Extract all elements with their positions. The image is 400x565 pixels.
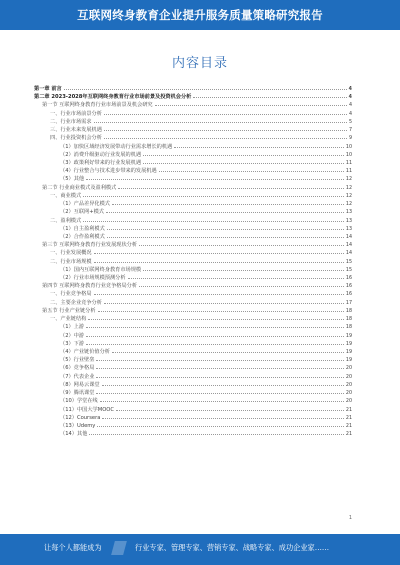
toc-leader-dots — [94, 119, 347, 123]
toc-entry-page: 18 — [345, 317, 352, 323]
toc-entry-label: 一、产业链结构 — [50, 316, 87, 323]
toc-leader-dots — [83, 193, 344, 197]
toc-entry-page: 7 — [348, 128, 352, 134]
toc-entry[interactable] — [34, 159, 352, 167]
toc-leader-dots — [118, 185, 344, 189]
toc-leader-dots — [139, 283, 344, 287]
toc-entry-label: （1）国内互联网终身教育市场规模 — [60, 266, 142, 273]
toc-entry-label: 一、行业发展概况 — [50, 250, 92, 257]
toc-entry-page: 11 — [345, 169, 352, 175]
toc-leader-dots — [112, 349, 344, 353]
toc-entry-page: 20 — [345, 366, 352, 372]
toc-entry[interactable] — [34, 225, 352, 233]
toc-entry-page: 21 — [345, 415, 352, 421]
toc-entry-label: （7）代表企业 — [60, 373, 95, 380]
toc-leader-dots — [94, 250, 344, 254]
toc-entry-page: 14 — [345, 251, 352, 257]
toc-leader-dots — [86, 324, 344, 328]
table-of-contents — [34, 85, 352, 438]
toc-leader-dots — [96, 374, 343, 378]
toc-entry[interactable] — [34, 307, 352, 315]
toc-entry[interactable] — [34, 315, 352, 323]
toc-leader-dots — [193, 94, 346, 98]
toc-leader-dots — [83, 218, 344, 222]
toc-entry-page: 4 — [348, 111, 352, 117]
toc-entry[interactable] — [34, 389, 352, 397]
toc-entry[interactable] — [34, 101, 352, 109]
toc-entry-label: 二、盈利模式 — [50, 217, 82, 224]
toc-entry-page: 20 — [345, 391, 352, 397]
toc-leader-dots — [98, 308, 344, 312]
page-number: 1 — [348, 515, 352, 521]
toc-leader-dots — [139, 242, 344, 246]
toc-leader-dots — [104, 127, 347, 131]
toc-leader-dots — [96, 390, 343, 394]
footer-slogan-right: 行业专家、管理专家、营销专家、战略专家、成功企业家…… — [135, 543, 330, 552]
toc-entry-page: 12 — [345, 202, 352, 208]
toc-leader-dots — [143, 267, 344, 271]
toc-entry[interactable] — [34, 323, 352, 331]
toc-entry[interactable] — [34, 249, 352, 257]
toc-entry-page: 18 — [345, 308, 352, 314]
toc-entry-label: 三、行业未来发展机遇 — [50, 127, 102, 134]
toc-leader-dots — [174, 144, 344, 148]
toc-leader-dots — [159, 168, 344, 172]
toc-entry-label: （4）行业整合与技术进步带来的发展机遇 — [60, 168, 157, 175]
toc-leader-dots — [86, 333, 344, 337]
toc-entry[interactable] — [34, 282, 352, 290]
report-header — [0, 0, 400, 30]
toc-entry-label: 第四节 互联网终身教育行业竞争格局分析 — [42, 283, 138, 290]
toc-entry-page: 20 — [345, 382, 352, 388]
toc-entry-label: （12）Coursera — [60, 414, 101, 421]
toc-entry-page: 21 — [345, 423, 352, 429]
toc-entry[interactable] — [34, 151, 352, 159]
toc-entry-label: （8）网易云课堂 — [60, 381, 100, 388]
toc-entry[interactable] — [34, 175, 352, 183]
toc-leader-dots — [94, 259, 344, 263]
toc-entry-label: 第一章 前言 — [34, 86, 62, 92]
toc-entry-label: （1）加快区域经济发展带动行业需求增长的机遇 — [60, 143, 173, 150]
toc-entry[interactable] — [34, 143, 352, 151]
footer-divider — [111, 541, 127, 555]
toc-entry-label: （5）其他 — [60, 176, 85, 183]
toc-entry-page: 9 — [348, 136, 352, 142]
toc-entry-label: （2）合作盈利模式 — [60, 233, 105, 240]
toc-entry-page: 21 — [345, 407, 352, 413]
toc-leader-dots — [104, 300, 344, 304]
toc-entry-label: （5）行业壁垒 — [60, 357, 95, 364]
toc-entry-label: 第二节 行业商业模式及盈利模式 — [42, 184, 117, 191]
toc-leader-dots — [116, 407, 344, 411]
toc-entry[interactable] — [34, 85, 352, 93]
toc-entry[interactable] — [34, 348, 352, 356]
toc-entry[interactable] — [34, 274, 352, 282]
toc-entry-page: 11 — [345, 160, 352, 166]
toc-leader-dots — [155, 102, 347, 106]
toc-leader-dots — [104, 135, 347, 139]
toc-entry[interactable] — [34, 241, 352, 249]
toc-entry-label: 一、行业市场前景分析 — [50, 110, 102, 117]
toc-entry[interactable] — [34, 356, 352, 364]
toc-entry-label: （2）消费升级驱动行业发展的机遇 — [60, 151, 142, 158]
toc-leader-dots — [107, 234, 344, 238]
toc-leader-dots — [96, 357, 343, 361]
toc-entry-label: （1）产品差异化模式 — [60, 201, 110, 208]
toc-entry[interactable] — [34, 430, 352, 438]
toc-entry[interactable] — [34, 110, 352, 118]
toc-entry-page: 10 — [345, 152, 352, 158]
toc-entry-page: 4 — [348, 103, 352, 109]
toc-entry-label: （14）其他 — [60, 431, 88, 438]
toc-entry-page: 17 — [345, 300, 352, 306]
toc-entry-page: 16 — [345, 284, 352, 290]
toc-entry[interactable] — [34, 192, 352, 200]
toc-leader-dots — [143, 152, 344, 156]
toc-entry[interactable] — [34, 406, 352, 414]
toc-entry-page: 20 — [345, 374, 352, 380]
toc-entry[interactable] — [34, 217, 352, 225]
toc-entry-label: （1）上游 — [60, 324, 85, 331]
toc-entry-page: 12 — [345, 177, 352, 183]
toc-entry-label: 一、商业模式 — [50, 192, 82, 199]
toc-entry[interactable] — [34, 233, 352, 241]
toc-leader-dots — [96, 365, 343, 369]
toc-entry-page: 13 — [345, 218, 352, 224]
toc-entry-page: 14 — [345, 243, 352, 249]
toc-heading: 内容目录 — [171, 56, 228, 71]
toc-entry[interactable] — [34, 167, 352, 175]
toc-leader-dots — [89, 431, 344, 435]
toc-entry-label: 第三节 互联网终身教育行业发展现状分析 — [42, 242, 138, 249]
toc-entry[interactable] — [34, 200, 352, 208]
toc-leader-dots — [86, 341, 344, 345]
toc-leader-dots — [107, 226, 344, 230]
toc-entry-label: （9）腾讯课堂 — [60, 390, 95, 397]
toc-leader-dots — [128, 275, 344, 279]
toc-entry-page: 4 — [348, 87, 352, 92]
toc-entry-page: 20 — [345, 399, 352, 405]
toc-leader-dots — [102, 415, 343, 419]
toc-entry-page: 16 — [345, 292, 352, 298]
toc-entry[interactable] — [34, 266, 352, 274]
toc-entry[interactable] — [34, 126, 352, 134]
toc-leader-dots — [112, 201, 344, 205]
toc-entry-page: 15 — [345, 259, 352, 265]
toc-entry[interactable] — [34, 93, 352, 101]
toc-entry-label: 第一节 互联网终身教育行业市场前景及机会研究 — [42, 102, 153, 109]
toc-entry-page: 12 — [345, 185, 352, 191]
toc-entry-page: 21 — [345, 432, 352, 438]
toc-entry[interactable] — [34, 364, 352, 372]
toc-entry-page: 10 — [345, 144, 352, 150]
toc-entry[interactable] — [34, 397, 352, 405]
toc-entry[interactable] — [34, 340, 352, 348]
toc-entry[interactable] — [34, 184, 352, 192]
toc-entry[interactable] — [34, 208, 352, 216]
toc-entry-page: 18 — [345, 325, 352, 331]
toc-entry-label: 二、主要企业竞争分析 — [50, 299, 102, 306]
toc-entry-label: 四、行业投资机会分析 — [50, 135, 102, 142]
toc-entry-page: 19 — [345, 350, 352, 355]
toc-entry-label: （4）产业链价值分析 — [60, 349, 110, 355]
toc-entry-label: （11）中国大学MOOC — [60, 406, 114, 413]
toc-entry-page: 19 — [345, 358, 352, 364]
toc-entry[interactable] — [34, 258, 352, 266]
report-footer — [0, 534, 400, 565]
toc-entry[interactable] — [34, 422, 352, 430]
toc-leader-dots — [143, 160, 344, 164]
toc-entry[interactable] — [34, 381, 352, 389]
toc-entry[interactable] — [34, 332, 352, 340]
toc-entry-page: 12 — [345, 193, 352, 199]
toc-entry-page: 15 — [345, 267, 352, 273]
toc-entry-label: （3）下游 — [60, 340, 85, 347]
toc-entry-label: （2）中游 — [60, 332, 85, 339]
toc-entry-label: 二、行业市场规模 — [50, 258, 92, 265]
toc-leader-dots — [97, 423, 344, 427]
toc-leader-dots — [102, 382, 344, 386]
toc-leader-dots — [94, 291, 344, 295]
toc-entry[interactable] — [34, 414, 352, 422]
toc-entry-label: （10）学堂在线 — [60, 398, 98, 405]
toc-entry-label: （2）互联网+模式 — [60, 209, 104, 216]
toc-entry-label: （13）Udemy — [60, 422, 96, 429]
toc-entry-label: （6）竞争格局 — [60, 365, 95, 372]
toc-entry[interactable] — [34, 299, 352, 307]
toc-leader-dots — [100, 398, 344, 402]
toc-entry-label: 一、行业竞争格局 — [50, 291, 92, 298]
toc-entry-label: （2）行业市场规模预测分析 — [60, 275, 126, 282]
toc-entry-label: 二、行业市场需求 — [50, 118, 92, 125]
report-title: 互联网终身教育企业提升服务质量策略研究报告 — [77, 8, 323, 22]
toc-entry-page: 4 — [348, 95, 352, 101]
toc-entry-label: （3）政策利好带来的行业发展机遇 — [60, 159, 142, 166]
toc-entry-page: 16 — [345, 276, 352, 282]
toc-entry-page: 5 — [348, 119, 352, 125]
toc-entry[interactable] — [34, 118, 352, 126]
toc-entry-page: 13 — [345, 210, 352, 216]
toc-leader-dots — [88, 316, 344, 320]
toc-leader-dots — [106, 209, 344, 213]
toc-entry-label: 第二章 2023-2028年互联网终身教育行业市场前景及投资机会分析 — [34, 94, 192, 101]
toc-entry[interactable] — [34, 290, 352, 298]
footer-slogan-left: 让每个人都能成为 — [44, 543, 102, 552]
toc-leader-dots — [64, 86, 347, 90]
toc-entry-page: 19 — [345, 341, 352, 347]
toc-entry-page: 13 — [345, 226, 352, 232]
toc-entry-label: 第五节 行业产业链分析 — [42, 307, 96, 314]
toc-leader-dots — [104, 111, 347, 115]
toc-entry[interactable] — [34, 373, 352, 381]
toc-entry[interactable] — [34, 134, 352, 142]
toc-entry-page: 14 — [345, 234, 352, 240]
toc-leader-dots — [86, 176, 344, 180]
toc-entry-label: （1）自主盈利模式 — [60, 225, 105, 232]
toc-entry-page: 19 — [345, 333, 352, 339]
